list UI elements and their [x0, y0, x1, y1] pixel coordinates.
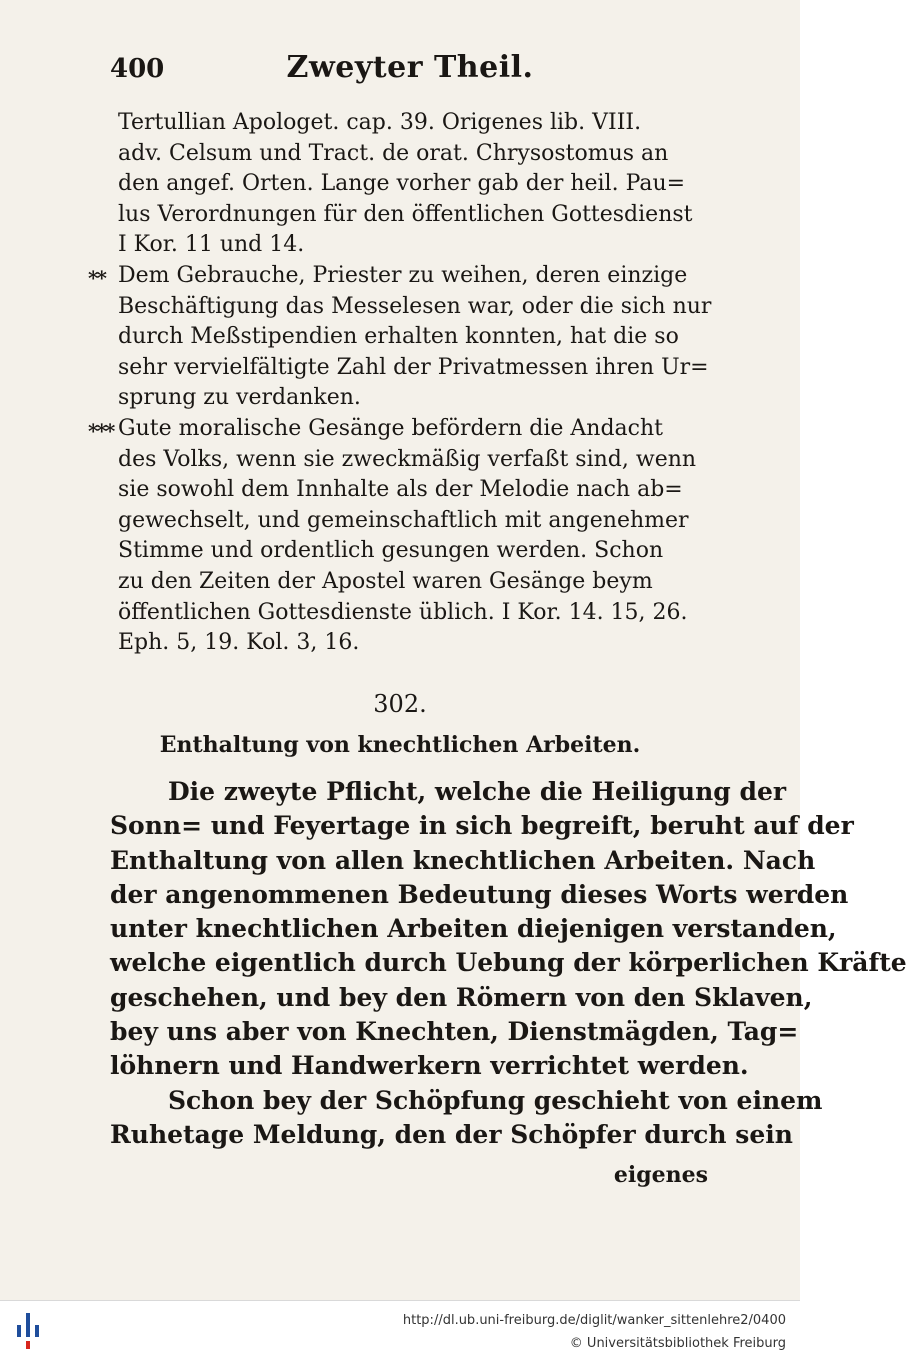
text-line: Sonn= und Feyertage in sich begreift, beruht auf der [110, 811, 854, 841]
permalink-url[interactable]: http://dl.ub.uni-freiburg.de/diglit/wanker_sittenlehre2/0400 [402, 1313, 786, 1328]
footnote-line: sie sowohl dem Innhalte als der Melodie nach ab= [118, 477, 683, 503]
footnote-line: öffentlichen Gottesdienste üblich. I Kor. 14. 15, 26. [118, 599, 688, 625]
footnote-line: Eph. 5, 19. Kol. 3, 16. [118, 630, 360, 656]
text-line: bey uns aber von Knechten, Dienstmägden, Tag= [110, 1017, 799, 1047]
viewer-footer [0, 1300, 800, 1361]
footnote-line: Gute moralische Gesänge befördern die Andacht [118, 415, 663, 441]
footnote-line: zu den Zeiten der Apostel waren Gesänge beym [118, 568, 653, 594]
text-line: Ruhetage Meldung, den der Schöpfer durch sein [110, 1119, 793, 1149]
copyright-notice: © Universitätsbibliothek Freiburg [569, 1336, 786, 1351]
section-title: Enthaltung von knechtlichen Arbeiten. [159, 732, 641, 758]
footnote-3 [88, 414, 718, 659]
footnote-line: adv. Celsum und Tract. de orat. Chrysostomus an [118, 140, 669, 166]
footnote-line: des Volks, wenn sie zweckmäßig verfaßt sind, wenn [118, 446, 697, 472]
footnote-line: gewechselt, und gemeinschaftlich mit angenehmer [118, 507, 689, 533]
footnote-line: I Kor. 11 und 14. [118, 232, 305, 258]
text-line: löhnern und Handwerkern verrichtet werden. [110, 1051, 749, 1081]
page-header [110, 48, 710, 88]
ub-freiburg-logo-icon [16, 1311, 40, 1351]
footnote-1 [118, 108, 718, 261]
footnote-line: sehr vervielfältigte Zahl der Privatmessen ihren Ur= [118, 354, 709, 380]
footnote-line: den angef. Orten. Lange vorher gab der heil. Pau= [118, 171, 686, 197]
text-line: Enthaltung von allen knechtlichen Arbeiten. Nach [110, 845, 816, 875]
page-number: 400 [110, 54, 165, 84]
footnote-line: sprung zu verdanken. [118, 385, 361, 411]
text-line: unter knechtlichen Arbeiten diejenigen verstanden, [110, 914, 837, 944]
footnote-line: Tertullian Apologet. cap. 39. Origenes lib. VIII. [118, 110, 642, 135]
text-line: welche eigentlich durch Uebung der körperlichen Kräfte [110, 948, 907, 978]
paragraph [110, 1084, 823, 1153]
footnote-line: Dem Gebrauche, Priester zu weihen, deren einzige [118, 262, 688, 288]
footnote-2 [88, 261, 718, 414]
text-line: geschehen, und bey den Römern von den Sklaven, [110, 982, 813, 1012]
text-line: der angenommenen Bedeutung dieses Worts werden [110, 879, 849, 909]
footnote-line: durch Meßstipendien erhalten konnten, hat die so [118, 324, 679, 350]
footnotes [88, 108, 718, 659]
footnote-mark: *** [88, 418, 114, 443]
catchword: eigenes [613, 1162, 708, 1188]
body-text [110, 775, 907, 1152]
footnote-line: lus Verordnungen für den öffentlichen Gottesdienst [118, 201, 693, 227]
paragraph [110, 775, 907, 1084]
footnote-line: Beschäftigung das Messelesen war, oder die sich nur [118, 293, 712, 319]
footnote-line: Stimme und ordentlich gesungen werden. Schon [118, 538, 664, 564]
running-title: Zweyter Theil. [286, 50, 534, 85]
section-number: 302. [373, 690, 427, 718]
text-line: Schon bey der Schöpfung geschieht von einem [168, 1085, 823, 1115]
footnote-mark: ** [88, 265, 105, 290]
text-line: Die zweyte Pflicht, welche die Heiligung der [168, 777, 787, 806]
